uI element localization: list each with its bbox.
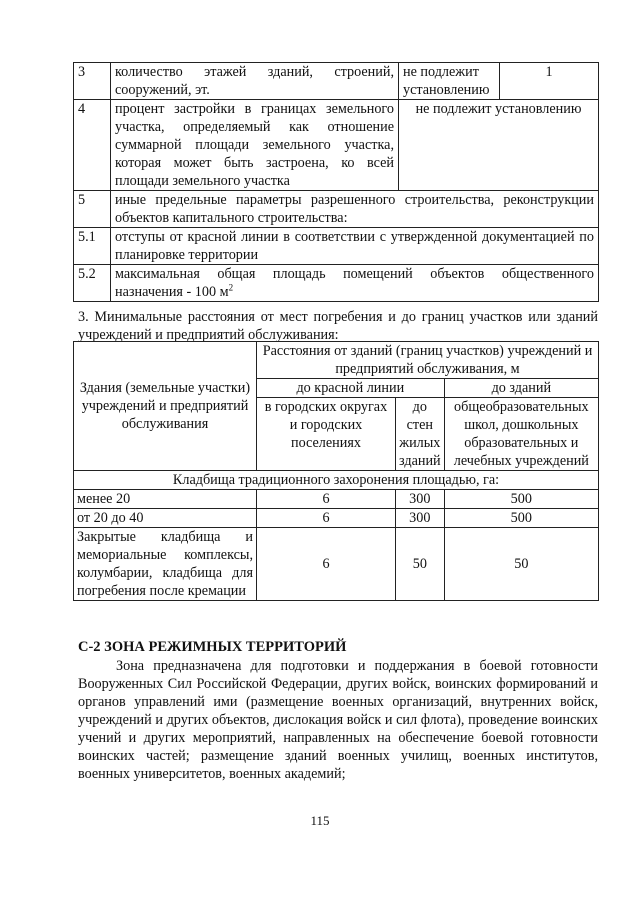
cell-value: 300 <box>396 509 445 528</box>
table-row <box>74 509 599 528</box>
distances-table <box>73 341 599 601</box>
table-row <box>74 490 599 509</box>
row-name: от 20 до 40 <box>74 509 257 528</box>
cell-value: 50 <box>396 528 445 601</box>
row-number: 5.2 <box>74 265 111 302</box>
table-row <box>74 528 599 601</box>
cell-value: 50 <box>444 528 598 601</box>
table-row <box>74 191 599 228</box>
zone-description: Зона предназначена для подготовки и поддержания в боевой готовности Вооруженных Сил Российской Федерации, других войск, воинских формирований и органов управлений ими (размещение военных организаций, внутренних войск, учреждений и других объектов, дислокация войск и сил флота), проведение воинских учений и других мероприятий, направленных на обеспечение боевой готовности воинских частей; размещение зданий военных училищ, военных институтов, военных университетов, военных академий; <box>78 658 598 782</box>
parameter-text: процент застройки в границах земельного участка, определяемый как отношение суммарной площади земельного участка, которая может быть застроена, ко всей площади земельного участка <box>111 100 399 191</box>
row-name: менее 20 <box>74 490 257 509</box>
subheader-row <box>74 471 599 490</box>
table-row <box>74 265 599 302</box>
parameter-text: отступы от красной линии в соответствии с утвержденной документацией по планировке территории <box>111 228 599 265</box>
header-buildings-col: Здания (земельные участки) учреждений и предприятий обслуживания <box>74 342 257 471</box>
header-distance-group: Расстояния от зданий (границ участков) учреждений и предприятий обслуживания, м <box>257 342 599 379</box>
parameters-table <box>73 62 599 302</box>
parameter-text: количество этажей зданий, строений, сооружений, эт. <box>111 63 399 100</box>
parameter-value: не подлежит установлению <box>399 63 500 100</box>
parameter-text-main: максимальная общая площадь помещений объектов общественного назначения - 100 м <box>115 266 594 300</box>
zone-heading: С-2 ЗОНА РЕЖИМНЫХ ТЕРРИТОРИЙ <box>78 639 347 655</box>
superscript: 2 <box>228 282 234 293</box>
row-number: 4 <box>74 100 111 191</box>
cell-value: 6 <box>257 528 396 601</box>
cemetery-subheader: Кладбища традиционного захоронения площадью, га: <box>74 471 599 490</box>
row-name: Закрытые кладбища и мемориальные комплексы, колумбарии, кладбища для погребения после кремации <box>74 528 257 601</box>
table-row <box>74 100 599 191</box>
row-number: 3 <box>74 63 111 100</box>
table-row <box>74 228 599 265</box>
cell-value: 500 <box>444 509 598 528</box>
table-row <box>74 63 599 100</box>
parameter-value: 1 <box>500 63 599 100</box>
header-urban: в городских округах и городских поселениях <box>257 398 396 471</box>
cell-value: 500 <box>444 490 598 509</box>
page-number: 115 <box>310 813 330 828</box>
cell-value: 6 <box>257 509 396 528</box>
header-walls: до стен жилых зданий <box>396 398 445 471</box>
header-row <box>74 342 599 379</box>
parameter-value: не подлежит установлению <box>399 100 599 191</box>
row-number: 5.1 <box>74 228 111 265</box>
header-schools: общеобразовательных школ, дошкольных образовательных и лечебных учреждений <box>444 398 598 471</box>
cell-value: 6 <box>257 490 396 509</box>
section-intro: 3. Минимальные расстояния от мест погребения и до границ участков или зданий учреждений и предприятий обслуживания: <box>78 309 598 343</box>
row-number: 5 <box>74 191 111 228</box>
cell-value: 300 <box>396 490 445 509</box>
parameter-text: иные предельные параметры разрешенного строительства, реконструкции объектов капитального строительства: <box>111 191 599 228</box>
header-red-line: до красной линии <box>257 379 445 398</box>
header-to-buildings: до зданий <box>444 379 598 398</box>
parameter-text <box>111 265 599 302</box>
